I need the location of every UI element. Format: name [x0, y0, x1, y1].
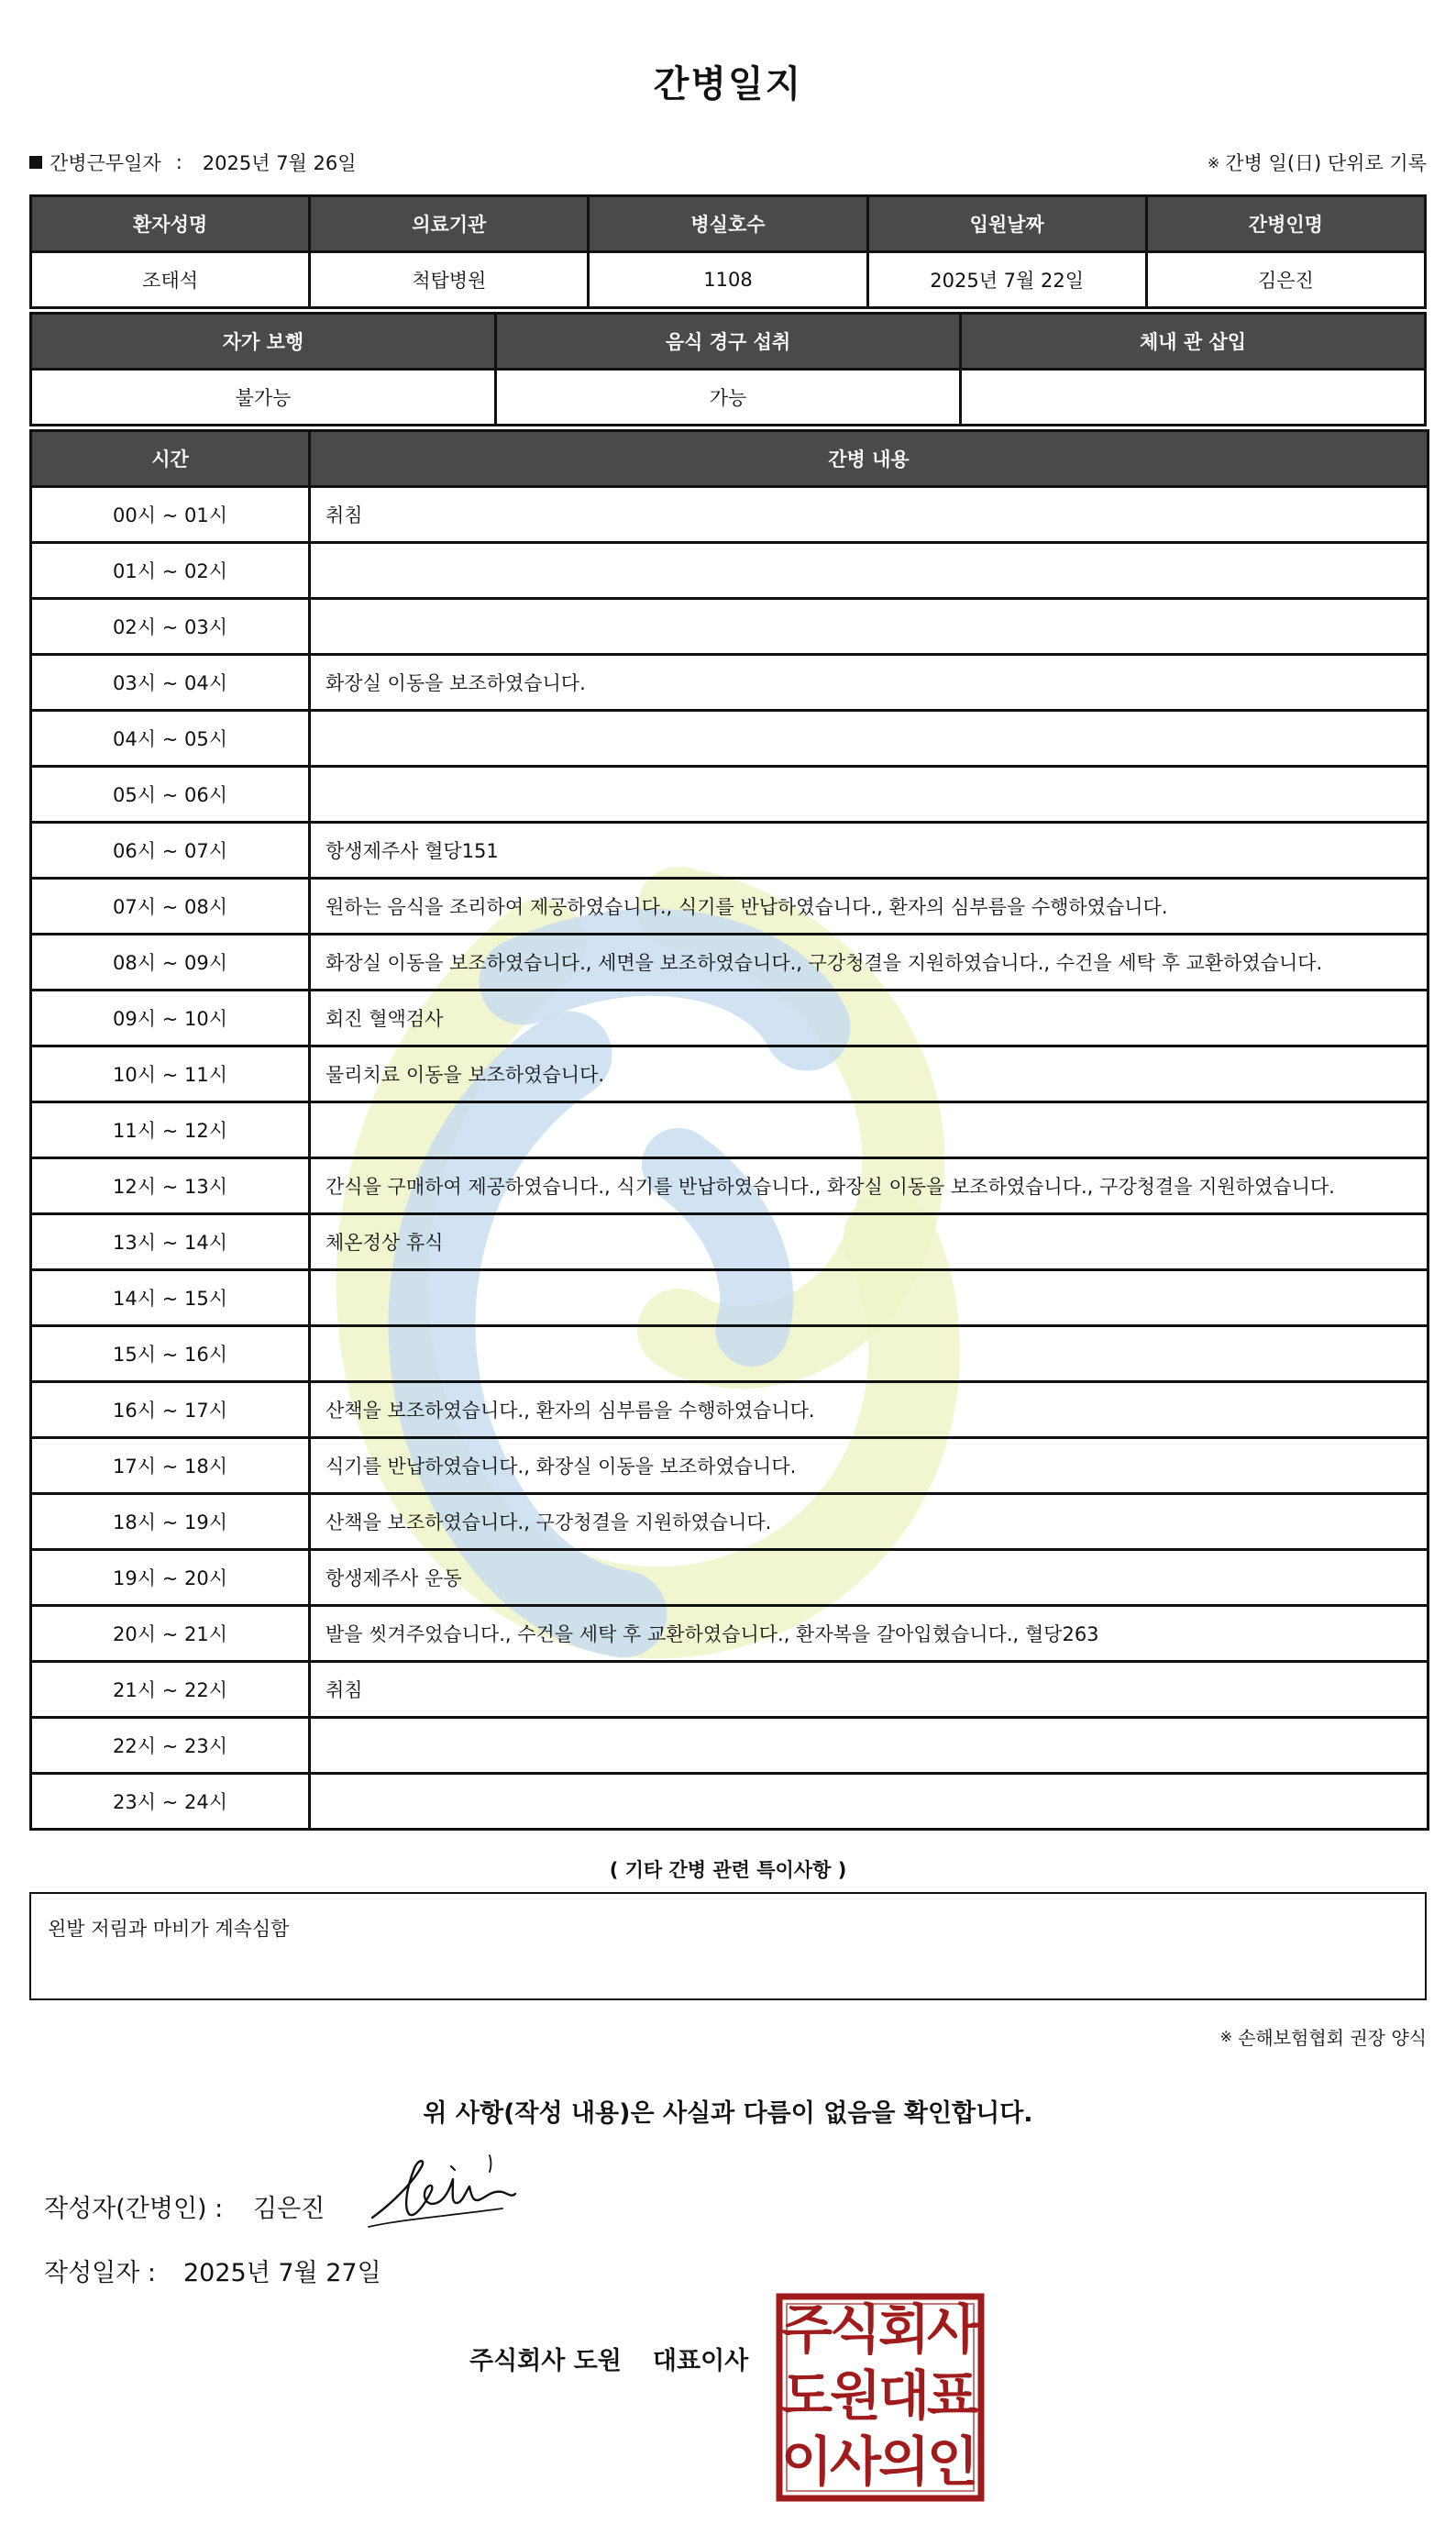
header-admission-date: 입원날짜: [867, 196, 1146, 252]
patient-info-header-row: [31, 196, 1426, 252]
seal-character: 의: [877, 2430, 931, 2493]
care-content: 물리치료 이동을 보조하였습니다.: [310, 1046, 1428, 1102]
work-date-value: 2025년 7월 26일: [202, 152, 357, 174]
writer-line: [44, 2188, 325, 2224]
patient-name: 조태석: [31, 252, 310, 308]
time-slot: 13시 ~ 14시: [31, 1214, 310, 1270]
care-content: [310, 767, 1428, 823]
time-slot: 21시 ~ 22시: [31, 1662, 310, 1718]
table-row: [31, 1214, 1428, 1270]
time-slot: 19시 ~ 20시: [31, 1550, 310, 1606]
table-row: [31, 1494, 1428, 1550]
unit-note-text: 간병 일(日) 단위로 기록: [1225, 152, 1427, 174]
confirmation-statement: 위 사항(작성 내용)은 사실과 다름이 없음을 확인합니다.: [423, 2099, 1033, 2128]
table-row: [31, 1438, 1428, 1494]
patient-status-header-row: [31, 314, 1426, 370]
table-row: [31, 823, 1428, 879]
care-content: 취침: [310, 487, 1428, 543]
time-slot: 00시 ~ 01시: [31, 487, 310, 543]
table-row: [31, 1270, 1428, 1326]
care-content: [310, 543, 1428, 599]
table-row: [31, 1326, 1428, 1382]
page-title: 간병일지: [653, 63, 803, 105]
time-slot: 08시 ~ 09시: [31, 935, 310, 991]
time-slot: 02시 ~ 03시: [31, 599, 310, 655]
time-slot: 05시 ~ 06시: [31, 767, 310, 823]
table-row: [31, 655, 1428, 711]
care-content: 산책을 보조하였습니다., 구강청결을 지원하였습니다.: [310, 1494, 1428, 1550]
seal-character: 표: [926, 2364, 979, 2427]
seal-character: 회: [877, 2298, 931, 2361]
patient-info-table: [29, 194, 1427, 309]
header-tube-insertion: 체내 관 삽입: [961, 314, 1426, 370]
time-slot: 11시 ~ 12시: [31, 1102, 310, 1158]
care-content: [310, 599, 1428, 655]
oral-intake-value: 가능: [496, 370, 961, 426]
care-log-body: [31, 487, 1428, 1830]
table-row: [31, 1774, 1428, 1830]
table-row: [31, 543, 1428, 599]
care-content: 발을 씻겨주었습니다., 수건을 세탁 후 교환하였습니다., 환자복을 갈아입혔습니다., 혈당263: [310, 1606, 1428, 1662]
seal-character: 대: [877, 2364, 931, 2427]
patient-info-value-row: [31, 252, 1426, 308]
table-row: [31, 1046, 1428, 1102]
care-log-table: [29, 429, 1429, 1831]
seal-character: 이: [780, 2430, 833, 2493]
meta-row: [29, 149, 1427, 178]
seal-character: 사: [829, 2430, 882, 2493]
care-content: [310, 1326, 1428, 1382]
care-content: 항생제주사 운동: [310, 1550, 1428, 1606]
care-content: 원하는 음식을 조리하여 제공하였습니다., 식기를 반납하였습니다., 환자의 심부름을 수행하였습니다.: [310, 879, 1428, 935]
time-slot: 14시 ~ 15시: [31, 1270, 310, 1326]
table-row: [31, 879, 1428, 935]
care-content: 화장실 이동을 보조하였습니다., 세면을 보조하였습니다., 구강청결을 지원하였습니다., 수건을 세탁 후 교환하였습니다.: [310, 935, 1428, 991]
header-care-content: 간병 내용: [310, 431, 1428, 487]
header-self-walking: 자가 보행: [31, 314, 496, 370]
seal-character: 원: [829, 2364, 882, 2427]
table-row: [31, 1550, 1428, 1606]
seal-character: 주: [780, 2298, 833, 2361]
seal-character: 도: [780, 2364, 833, 2427]
care-content: 항생제주사 혈당151: [310, 823, 1428, 879]
time-slot: 06시 ~ 07시: [31, 823, 310, 879]
table-row: [31, 1662, 1428, 1718]
time-slot: 07시 ~ 08시: [31, 879, 310, 935]
work-date-info: [29, 149, 357, 176]
company-line: [469, 2341, 748, 2376]
care-content: 취침: [310, 1662, 1428, 1718]
seal-character: 식: [829, 2298, 882, 2361]
patient-status-value-row: [31, 370, 1426, 426]
table-row: [31, 991, 1428, 1046]
time-slot: 23시 ~ 24시: [31, 1774, 310, 1830]
time-slot: 04시 ~ 05시: [31, 711, 310, 767]
written-date-label: 작성일자 :: [44, 2259, 157, 2287]
patient-status-table: [29, 312, 1427, 426]
time-slot: 22시 ~ 23시: [31, 1718, 310, 1774]
header-oral-intake: 음식 경구 섭취: [496, 314, 961, 370]
care-log-header-row: [31, 431, 1428, 487]
tube-insertion-value: [961, 370, 1426, 426]
table-row: [31, 1102, 1428, 1158]
time-slot: 20시 ~ 21시: [31, 1606, 310, 1662]
care-content: 산책을 보조하였습니다., 환자의 심부름을 수행하였습니다.: [310, 1382, 1428, 1438]
time-slot: 17시 ~ 18시: [31, 1438, 310, 1494]
header-room-number: 병실호수: [589, 196, 867, 252]
notes-heading: ( 기타 간병 관련 특이사항 ): [609, 1859, 847, 1881]
written-date-value: 2025년 7월 27일: [183, 2259, 381, 2287]
time-slot: 16시 ~ 17시: [31, 1382, 310, 1438]
notes-text: 왼발 저림과 마비가 계속심함: [48, 1918, 290, 1940]
seal-character: 사: [926, 2298, 979, 2361]
table-row: [31, 1606, 1428, 1662]
work-date-label: 간병근무일자: [50, 152, 161, 174]
header-caregiver-name: 간병인명: [1146, 196, 1425, 252]
seal-character: 인: [926, 2430, 979, 2493]
company-name: 주식회사 도원: [469, 2347, 622, 2375]
care-content: [310, 711, 1428, 767]
care-content: [310, 1270, 1428, 1326]
caregiver-name: 김은진: [1146, 252, 1425, 308]
care-content: [310, 1718, 1428, 1774]
written-date-line: [44, 2253, 381, 2288]
hospital-name: 척탑병원: [310, 252, 589, 308]
time-slot: 15시 ~ 16시: [31, 1326, 310, 1382]
time-slot: 12시 ~ 13시: [31, 1158, 310, 1214]
reference-mark-icon: ※: [1219, 2028, 1233, 2045]
table-row: [31, 767, 1428, 823]
work-date-separator: :: [175, 151, 182, 173]
room-number: 1108: [589, 252, 867, 308]
care-content: 식기를 반납하였습니다., 화장실 이동을 보조하였습니다.: [310, 1438, 1428, 1494]
bullet-square-icon: [29, 156, 42, 169]
time-slot: 18시 ~ 19시: [31, 1494, 310, 1550]
care-content: 화장실 이동을 보조하였습니다.: [310, 655, 1428, 711]
recommend-note: [1220, 2023, 1427, 2050]
header-time: 시간: [31, 431, 310, 487]
table-row: [31, 1158, 1428, 1214]
table-row: [31, 935, 1428, 991]
table-row: [31, 599, 1428, 655]
self-walking-value: 불가능: [31, 370, 496, 426]
header-hospital: 의료기관: [310, 196, 589, 252]
company-seal-stamp: [776, 2293, 985, 2502]
reference-mark-icon: ※: [1207, 153, 1220, 172]
table-row: [31, 711, 1428, 767]
admission-date: 2025년 7월 22일: [867, 252, 1146, 308]
company-representative-title: 대표이사: [652, 2347, 749, 2375]
care-content: 간식을 구매하여 제공하였습니다., 식기를 반납하였습니다., 화장실 이동을 보조하였습니다., 구강청결을 지원하였습니다.: [310, 1158, 1428, 1214]
care-content: 회진 혈액검사: [310, 991, 1428, 1046]
table-row: [31, 1718, 1428, 1774]
signature-image: [365, 2146, 521, 2238]
table-row: [31, 487, 1428, 543]
care-content: [310, 1102, 1428, 1158]
time-slot: 01시 ~ 02시: [31, 543, 310, 599]
table-row: [31, 1382, 1428, 1438]
recommend-text: 손해보험협회 권장 양식: [1238, 2027, 1427, 2049]
care-content: [310, 1774, 1428, 1830]
time-slot: 09시 ~ 10시: [31, 991, 310, 1046]
notes-box: [29, 1892, 1427, 2000]
care-content: 체온정상 휴식: [310, 1214, 1428, 1270]
time-slot: 10시 ~ 11시: [31, 1046, 310, 1102]
time-slot: 03시 ~ 04시: [31, 655, 310, 711]
writer-name: 김은진: [253, 2195, 325, 2223]
writer-label: 작성자(간병인) :: [44, 2195, 224, 2223]
unit-note: [1208, 149, 1427, 176]
header-patient-name: 환자성명: [31, 196, 310, 252]
